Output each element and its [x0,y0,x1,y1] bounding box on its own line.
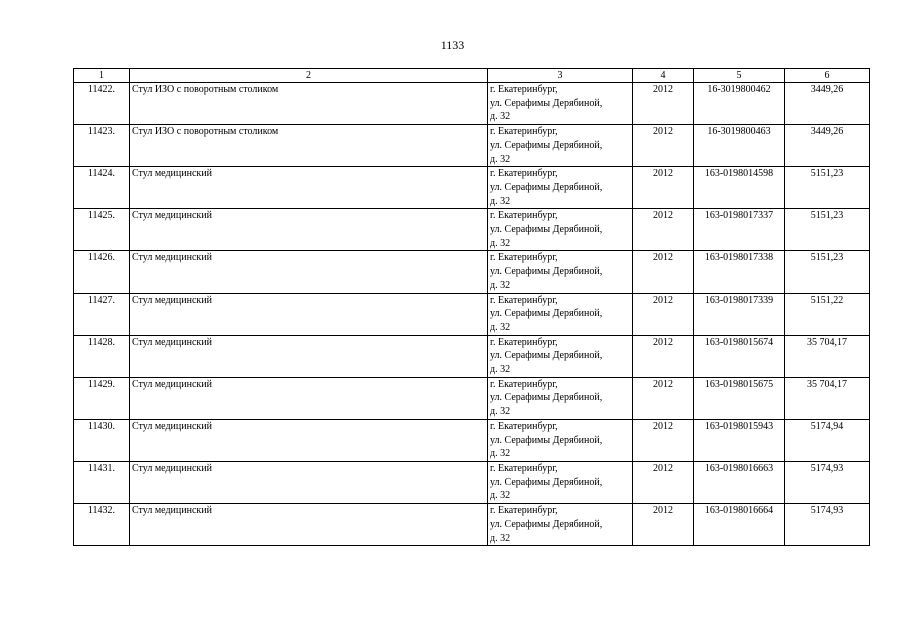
address-line: ул. Серафимы Дерябиной, [490,350,603,362]
address-line: ул. Серафимы Дерябиной, [490,266,603,278]
table-row [74,293,870,335]
item-value: 3449,26 [785,125,870,167]
item-name: Стул медицинский [130,377,488,419]
column-header: 6 [785,69,870,83]
address-line: г. Екатеринбург, [490,252,558,264]
address-line: г. Екатеринбург, [490,420,558,432]
address-line: ул. Серафимы Дерябиной, [490,308,603,320]
column-number-row [74,69,870,83]
table-row [74,209,870,251]
inventory-number: 16-3019800463 [694,125,785,167]
item-value: 35 704,17 [785,335,870,377]
inventory-number: 163-0198017339 [694,293,785,335]
page-number: 1133 [440,38,465,52]
table-row [74,83,870,125]
address-line: д. 32 [490,237,511,249]
inventory-number: 16-3019800462 [694,83,785,125]
address-line: д. 32 [490,448,511,460]
address-line: д. 32 [490,406,511,418]
inventory-number: 163-0198017338 [694,251,785,293]
item-year: 2012 [633,167,694,209]
address-line: г. Екатеринбург, [490,84,558,95]
address-line: д. 32 [490,111,511,123]
row-number: 11423. [74,125,130,167]
address-line: ул. Серафимы Дерябиной, [490,224,603,236]
address-line: г. Екатеринбург, [490,294,558,306]
address-line: ул. Серафимы Дерябиной, [490,139,603,151]
item-value: 35 704,17 [785,377,870,419]
item-value: 5174,93 [785,504,870,546]
item-value: 5174,94 [785,419,870,461]
address-line: д. 32 [490,195,511,207]
address-line: г. Екатеринбург, [490,210,558,222]
row-number: 11424. [74,167,130,209]
inventory-number: 163-0198016664 [694,504,785,546]
row-number: 11430. [74,419,130,461]
item-name: Стул медицинский [130,461,488,503]
item-name: Стул медицинский [130,419,488,461]
item-address [488,461,633,503]
inventory-number: 163-0198017337 [694,209,785,251]
table-row [74,167,870,209]
address-line: ул. Серафимы Дерябиной, [490,476,603,488]
address-line: д. 32 [490,532,511,544]
inventory-number: 163-0198015943 [694,419,785,461]
inventory-number: 163-0198016663 [694,461,785,503]
row-number: 11432. [74,504,130,546]
item-address [488,125,633,167]
item-name: Стул медицинский [130,209,488,251]
item-value: 5151,22 [785,293,870,335]
item-name: Стул медицинский [130,335,488,377]
table-row [74,335,870,377]
item-year: 2012 [633,251,694,293]
item-year: 2012 [633,83,694,125]
item-value: 5151,23 [785,209,870,251]
address-line: ул. Серафимы Дерябиной, [490,181,603,193]
row-number: 11422. [74,83,130,125]
row-number: 11431. [74,461,130,503]
item-value: 5151,23 [785,167,870,209]
item-year: 2012 [633,209,694,251]
item-address [488,335,633,377]
item-address [488,293,633,335]
column-header: 4 [633,69,694,83]
address-line: г. Екатеринбург, [490,378,558,390]
row-number: 11425. [74,209,130,251]
inventory-number: 163-0198015675 [694,377,785,419]
item-name: Стул медицинский [130,251,488,293]
item-year: 2012 [633,377,694,419]
address-line: д. 32 [490,153,511,165]
item-name: Стул медицинский [130,504,488,546]
row-number: 11429. [74,377,130,419]
item-address [488,251,633,293]
address-line: г. Екатеринбург, [490,505,558,517]
item-address [488,504,633,546]
table-row [74,461,870,503]
item-year: 2012 [633,419,694,461]
row-number: 11428. [74,335,130,377]
item-year: 2012 [633,504,694,546]
column-header: 1 [74,69,130,83]
row-number: 11427. [74,293,130,335]
address-line: г. Екатеринбург, [490,168,558,180]
item-year: 2012 [633,461,694,503]
address-line: ул. Серафимы Дерябиной, [490,97,603,109]
address-line: д. 32 [490,321,511,333]
column-header: 2 [130,69,488,83]
address-line: д. 32 [490,490,511,502]
column-header: 3 [488,69,633,83]
column-header: 5 [694,69,785,83]
address-line: д. 32 [490,279,511,291]
table-row [74,251,870,293]
item-name: Стул медицинский [130,167,488,209]
table-row [74,419,870,461]
item-value: 5151,23 [785,251,870,293]
address-line: ул. Серафимы Дерябиной, [490,392,603,404]
item-value: 5174,93 [785,461,870,503]
item-name: Стул медицинский [130,293,488,335]
address-line: ул. Серафимы Дерябиной, [490,434,603,446]
property-registry-table [73,68,870,546]
address-line: ул. Серафимы Дерябиной, [490,518,603,530]
item-address [488,83,633,125]
item-year: 2012 [633,335,694,377]
item-address [488,167,633,209]
address-line: г. Екатеринбург, [490,126,558,138]
item-year: 2012 [633,293,694,335]
address-line: г. Екатеринбург, [490,336,558,348]
table-row [74,504,870,546]
row-number: 11426. [74,251,130,293]
item-year: 2012 [633,125,694,167]
address-line: д. 32 [490,364,511,376]
inventory-number: 163-0198014598 [694,167,785,209]
table-row [74,125,870,167]
item-value: 3449,26 [785,83,870,125]
address-line: г. Екатеринбург, [490,462,558,474]
item-address [488,377,633,419]
item-address [488,209,633,251]
item-name: Стул ИЗО с поворотным столиком [130,125,488,167]
item-name: Стул ИЗО с поворотным столиком [130,83,488,125]
item-address [488,419,633,461]
table-row [74,377,870,419]
inventory-number: 163-0198015674 [694,335,785,377]
